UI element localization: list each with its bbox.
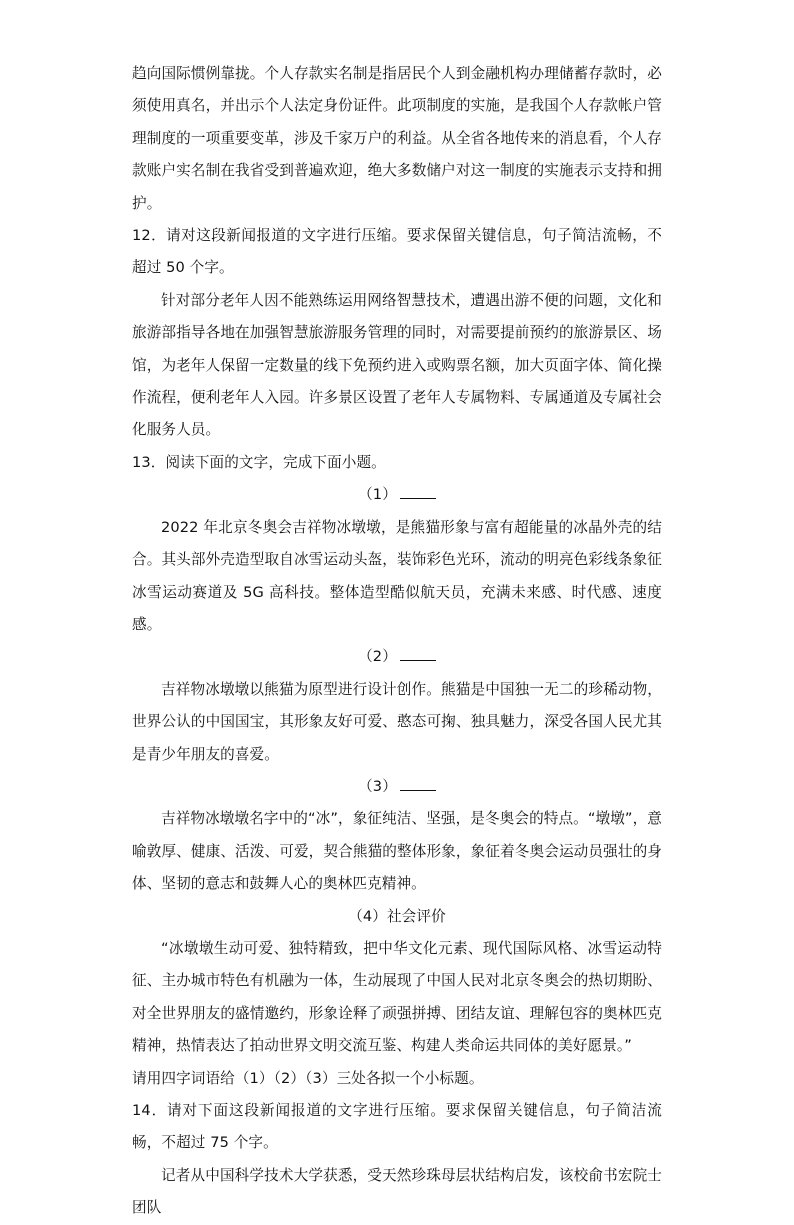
subheading-3-label: （3） bbox=[358, 777, 397, 795]
subheading-3 bbox=[132, 771, 662, 803]
paragraph-social-evaluation: “冰墩墩生动可爱、独特精致，把中华文化元素、现代国际风格、冰雪运动特征、主办城市特色有机融为一体，生动展现了中国人民对北京冬奥会的热切期盼、对全世界朋友的盛情邀约，形象诠释了顽强拼搏、团结友谊、理解包容的奥林匹克精神，热情表达了拍动世界文明交流互鉴、构建人类命运共同体的美好愿景。” bbox=[132, 939, 662, 1055]
question-13-instruction: 请用四字词语给（1）（2）（3）三处各拟一个小标题。 bbox=[132, 1069, 484, 1087]
subheading-2-label: （2） bbox=[358, 648, 397, 666]
question-12: 12．请对这段新闻报道的文字进行压缩。要求保留关键信息，句子简洁流畅，不超过 50 个字。 bbox=[132, 227, 662, 277]
paragraph-nacre-research: 记者从中国科学技术大学获悉，受天然珍珠母层状结构启发，该校俞书宏院士团队 bbox=[132, 1166, 662, 1217]
question-14: 14．请对下面这段新闻报道的文字进行压缩。要求保留关键信息，句子简洁流畅，不超过 75 个字。 bbox=[132, 1102, 662, 1152]
paragraph-bank-account: 趋向国际惯例靠拢。个人存款实名制是指居民个人到金融机构办理储蓄存款时，必须使用真名，并出示个人法定身份证件。此项制度的实施，是我国个人存款帐户管理制度的一项重要变革，涉及千家万户的利益。从全省各地传来的消息看，个人存款账户实名制在我省受到普遍欢迎，绝大多数储户对这一制度的实施表示支持和拥护。 bbox=[132, 65, 662, 212]
paragraph-elderly-tourism: 针对部分老年人因不能熟练运用网络智慧技术，遭遇出游不便的问题，文化和旅游部指导各地在加强智慧旅游服务管理的同时，对需要提前预约的旅游景区、场馆，为老年人保留一定数量的线下免预约进入或购票名额，加大页面字体、简化操作流程，便利老年人入园。许多景区设置了老年人专属物料、专属通道及专属社会化服务人员。 bbox=[132, 291, 662, 439]
answer-blank-2[interactable] bbox=[400, 646, 436, 661]
subheading-2 bbox=[132, 641, 662, 673]
paragraph-mascot-name: 吉祥物冰墩墩名字中的“冰”，象征纯洁、坚强，是冬奥会的特点。“墩墩”，意喻敦厚、健康、活泼、可爱，契合熊猫的整体形象，象征着冬奥会运动员强壮的身体、坚韧的意志和鼓舞人心的奥林匹克精神。 bbox=[132, 810, 662, 893]
answer-blank-1[interactable] bbox=[400, 484, 436, 499]
paragraph-mascot-prototype: 吉祥物冰墩墩以熊猫为原型进行设计创作。熊猫是中国独一无二的珍稀动物，世界公认的中国国宝，其形象友好可爱、憨态可掬、独具魅力，深受各国人民尤其是青少年朋友的喜爱。 bbox=[132, 680, 662, 763]
paragraph-mascot-design: 2022 年北京冬奥会吉祥物冰墩墩，是熊猫形象与富有超能量的冰晶外壳的结合。其头部外壳造型取自冰雪运动头盔，装饰彩色光环，流动的明亮色彩线条象征冰雪运动赛道及 5G 高科技。整体造型酷似航天员，充满未来感、时代感、速度感。 bbox=[132, 518, 662, 633]
answer-blank-3[interactable] bbox=[400, 776, 436, 791]
subheading-4: （4）社会评价 bbox=[348, 907, 446, 925]
question-13: 13．阅读下面的文字，完成下面小题。 bbox=[132, 453, 386, 471]
document-page bbox=[132, 58, 662, 1225]
subheading-1 bbox=[132, 479, 662, 511]
subheading-1-label: （1） bbox=[358, 486, 397, 504]
